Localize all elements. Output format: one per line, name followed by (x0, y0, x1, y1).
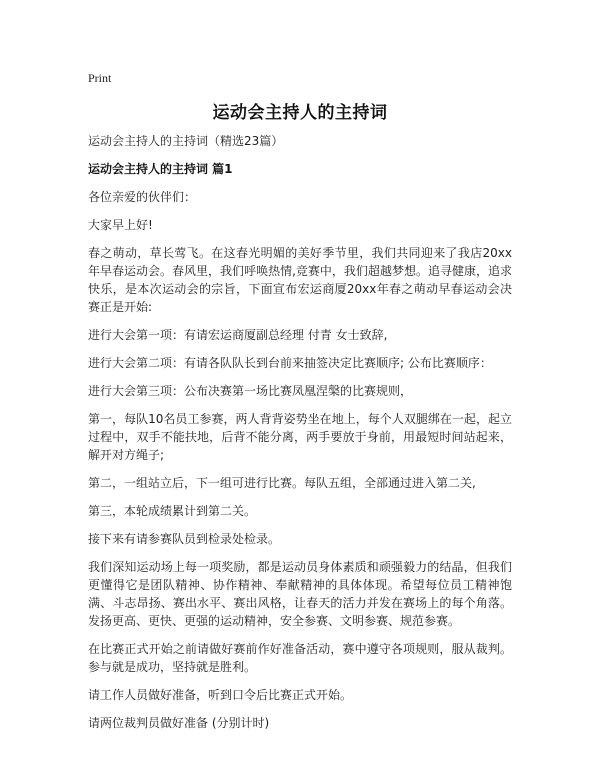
body-paragraph: 进行大会第一项：有请宏运商厦副总经理 付青 女士致辞, (88, 328, 388, 342)
body-paragraph: 第三，本轮成绩累计到第二关。 (88, 504, 257, 518)
body-paragraph: 各位亲爱的伙伴们： (88, 190, 197, 204)
body-paragraph: 请两位裁判员做好准备 (分别计时) (88, 716, 270, 730)
subtitle-paragraph: 运动会主持人的主持词（精选23篇） (88, 134, 284, 148)
body-paragraph: 进行大会第三项：公布决赛第一场比赛凤凰涅槃的比赛规则， (88, 384, 413, 398)
body-paragraph: 春之萌动，草长莺飞。在这春光明媚的美好季节里，我们共同迎来了我店20xx年早春运动会。春风里，我们呼唤热情,竞赛中，我们超越梦想。追寻健康，追求快乐，是本次运动会的宗旨，下面宣布宏运商厦20xx年春之萌动早春运动会决赛正是开始: (88, 246, 512, 314)
body-paragraph: 我们深知运动场上每一项奖励，都是运动员身体素质和顽强毅力的结晶，但我们更懂得它是团队精神、协作精神、奉献精神的具体体现。希望每位员工精神饱满、斗志昂扬、赛出水平、赛出风格，让春天的活力并发在赛场上的每个角落。发扬更高、更快、更强的运动精神，安全参赛、文明参赛、规范参赛。 (88, 560, 512, 628)
body-paragraph: 在比赛正式开始之前请做好赛前作好准备活动，赛中遵守各项规则，服从裁判。参与就是成功，坚持就是胜利。 (88, 642, 512, 674)
body-paragraph: 接下来有请参赛队员到检录处检录。 (88, 532, 281, 546)
body-paragraph: 第二，一组站立后，下一组可进行比赛。每队五组，全部通过进入第二关, (88, 476, 476, 490)
body-paragraph: 大家早上好! (88, 218, 153, 232)
document-title: 运动会主持人的主持词 (212, 103, 388, 123)
section-heading: 运动会主持人的主持词 篇1 (88, 162, 233, 176)
document-body (88, 132, 512, 742)
body-paragraph: 进行大会第二项：有请各队队长到台前来抽签决定比赛顺序; 公布比赛顺序： (88, 356, 492, 370)
body-paragraph: 第一，每队10名员工参赛，两人背背姿势坐在地上，每个人双腿绑在一起，起立过程中，双手不能扶地，后背不能分离，两手要放于身前，用最短时间站起来，解开对方绳子; (88, 412, 512, 462)
body-paragraph: 请工作人员做好准备，听到口令后比赛正式开始。 (88, 688, 353, 702)
print-label: Print (88, 71, 112, 85)
